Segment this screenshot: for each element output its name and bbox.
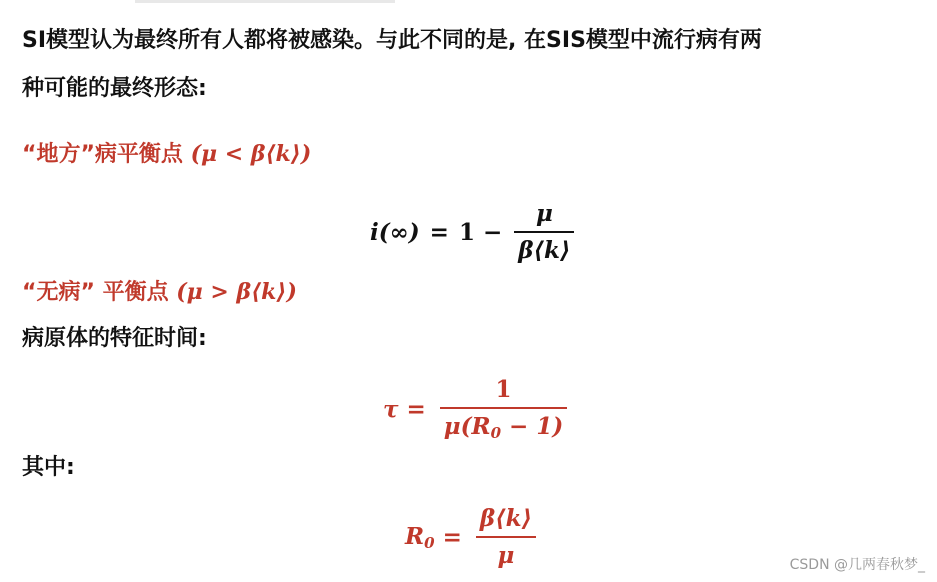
eq1-numerator: μ: [535, 200, 553, 227]
eq1-equals: =: [429, 218, 449, 246]
intro-line-1: SI模型认为最终所有人都将被感染。与此不同的是, 在SIS模型中流行病有两: [22, 28, 762, 53]
equation-i-infinity: [370, 200, 580, 264]
eq3-lhs: [405, 523, 435, 552]
eq2-denominator: [440, 409, 567, 442]
eq1-one: 1: [458, 218, 475, 246]
eq2-fraction: [440, 376, 567, 442]
eq2-numerator: 1: [495, 376, 512, 403]
eq2-den-post: − 1): [501, 413, 564, 440]
endemic-heading: [22, 143, 311, 166]
endemic-label: “地方”病平衡点: [22, 142, 183, 167]
csdn-watermark: CSDN @几两春秋梦_: [789, 557, 925, 573]
eq2-equals: =: [406, 395, 426, 423]
top-divider: [135, 0, 395, 3]
equation-r0: [405, 505, 542, 569]
disease-free-condition: (μ > β⟨k⟩): [176, 279, 297, 305]
intro-line-2: 种可能的最终形态:: [22, 76, 207, 101]
eq3-numerator: β⟨k⟩: [479, 505, 533, 532]
eq2-lhs: τ: [383, 395, 399, 423]
disease-free-label: “无病” 平衡点: [22, 280, 169, 305]
eq3-lhs-sub: 0: [424, 533, 435, 552]
disease-free-heading: [22, 281, 297, 304]
eq1-fraction: [514, 200, 574, 264]
eq1-minus: −: [482, 218, 503, 246]
equation-tau: [383, 376, 573, 442]
pathogen-time-label: 病原体的特征时间:: [22, 326, 207, 351]
endemic-condition: (μ < β⟨k⟩): [190, 141, 312, 167]
eq2-den-sub: 0: [490, 424, 502, 442]
eq2-den-pre: μ(R: [443, 413, 491, 440]
eq3-equals: =: [442, 523, 462, 551]
eq1-lhs: i(∞): [370, 218, 420, 246]
eq3-lhs-r: R: [405, 522, 425, 550]
where-label: 其中:: [22, 455, 75, 480]
eq1-denominator: β⟨k⟩: [518, 237, 571, 264]
eq3-fraction: [476, 505, 536, 569]
eq3-denominator: μ: [497, 542, 515, 569]
